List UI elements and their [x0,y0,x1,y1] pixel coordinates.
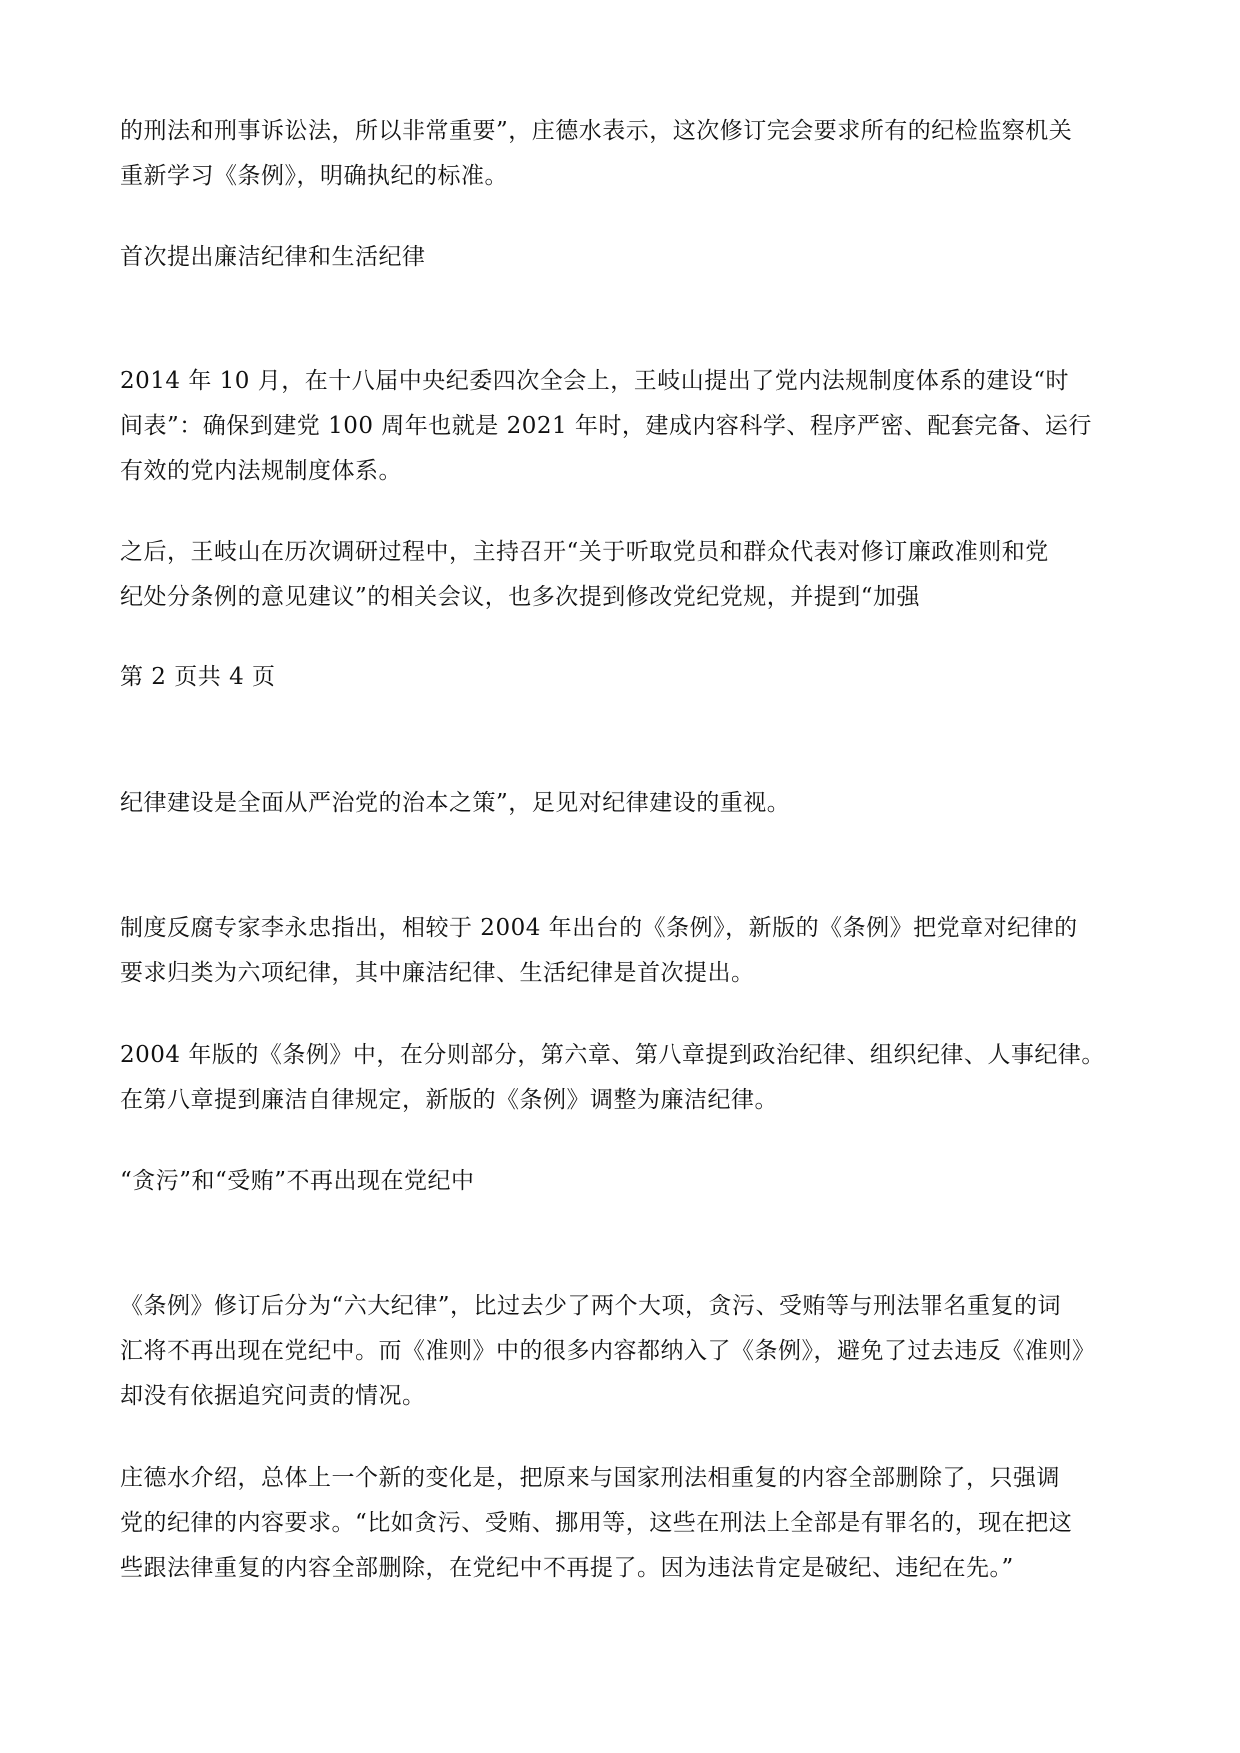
paragraph-4 [120,781,1130,826]
page-number: 第 2 页共 4 页 [120,664,276,690]
text-line: 庄德水介绍，总体上一个新的变化是，把原来与国家刑法相重复的内容全部删除了，只强调 [120,1465,1060,1491]
paragraph-5 [120,906,1130,996]
paragraph-7 [120,1284,1130,1419]
text-line: 有效的党内法规制度体系。 [120,458,402,484]
text-line: 制度反腐专家李永忠指出，相较于 2004 年出台的《条例》，新版的《条例》把党章对纪律的 [120,915,1078,941]
text-line: 2014 年 10 月，在十八届中央纪委四次全会上，王岐山提出了党内法规制度体系的建设“时 [120,368,1069,394]
paragraph-3 [120,530,1130,620]
section-heading-2: “贪污”和“受贿”不再出现在党纪中 [120,1168,475,1194]
text-line: 重新学习《条例》，明确执纪的标准。 [120,163,508,189]
text-line: 纪律建设是全面从严治党的治本之策”，足见对纪律建设的重视。 [120,790,791,816]
text-line: 要求归类为六项纪律，其中廉洁纪律、生活纪律是首次提出。 [120,960,755,986]
paragraph-2 [120,359,1130,494]
paragraph-1 [120,109,1130,199]
text-line: 纪处分条例的意见建议”的相关会议，也多次提到修改党纪党规，并提到“加强 [120,584,921,610]
paragraph-6 [120,1033,1130,1123]
text-line: 却没有依据追究问责的情况。 [120,1383,426,1409]
text-line: 2004 年版的《条例》中，在分则部分，第六章、第八章提到政治纪律、组织纪律、人事纪律。 [120,1042,1105,1068]
text-line: 在第八章提到廉洁自律规定，新版的《条例》调整为廉洁纪律。 [120,1087,778,1113]
text-line: 《条例》修订后分为“六大纪律”，比过去少了两个大项，贪污、受贿等与刑法罪名重复的词 [120,1293,1062,1319]
paragraph-8 [120,1456,1130,1591]
text-line: 些跟法律重复的内容全部删除，在党纪中不再提了。因为违法肯定是破纪、违纪在先。” [120,1555,1014,1581]
text-line: 党的纪律的内容要求。“比如贪污、受贿、挪用等，这些在刑法上全部是有罪名的，现在把这 [120,1510,1073,1536]
text-line: 间表”：确保到建党 100 周年也就是 2021 年时，建成内容科学、程序严密、配套完备、运行 [120,413,1092,439]
section-heading-1: 首次提出廉洁纪律和生活纪律 [120,244,426,270]
text-line: 的刑法和刑事诉讼法，所以非常重要”，庄德水表示，这次修订完会要求所有的纪检监察机关 [120,118,1073,144]
text-line: 汇将不再出现在党纪中。而《准则》中的很多内容都纳入了《条例》，避免了过去违反《准则》 [120,1338,1096,1364]
text-line: 之后，王岐山在历次调研过程中，主持召开“关于听取党员和群众代表对修订廉政准则和党 [120,539,1049,565]
